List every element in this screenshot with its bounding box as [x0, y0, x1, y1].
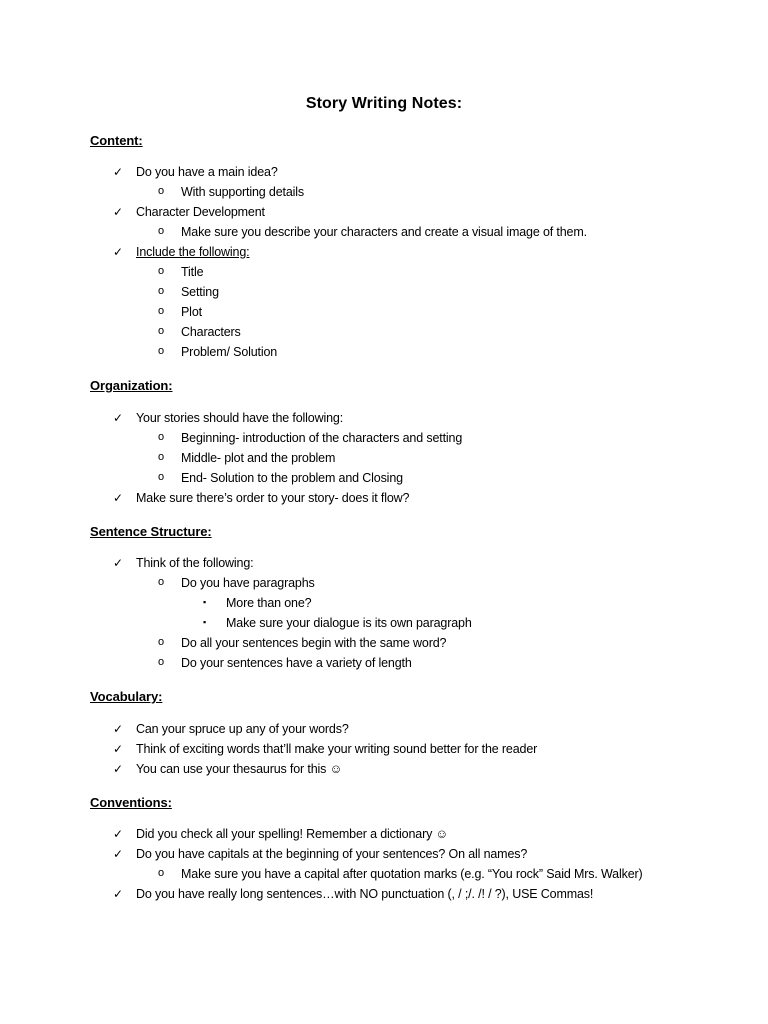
list-item-text: Do you have a main idea? — [136, 165, 278, 179]
list-item-text: Make sure your dialogue is its own paragraph — [226, 616, 472, 630]
list-item-text: You can use your thesaurus for this ☺ — [136, 762, 343, 776]
list-item-text: Characters — [181, 325, 241, 339]
check-icon: ✓ — [113, 245, 123, 259]
circle-bullet-icon: o — [158, 636, 164, 648]
list-item-text: Can your spruce up any of your words? — [136, 722, 349, 736]
list-item-text: Make sure you have a capital after quotation marks (e.g. “You rock” Said Mrs. Walker) — [181, 867, 643, 881]
heading-organization: Organization: — [90, 378, 173, 393]
page-title: Story Writing Notes: — [305, 95, 463, 112]
circle-bullet-icon: o — [158, 576, 164, 588]
circle-bullet-icon: o — [158, 325, 164, 337]
check-icon: ✓ — [113, 556, 123, 570]
list-item-text: Beginning- introduction of the characters and setting — [181, 431, 463, 445]
list-item-text: Did you check all your spelling! Remember a dictionary ☺ — [136, 827, 449, 841]
check-icon: ✓ — [113, 827, 123, 841]
list-item-text: Middle- plot and the problem — [181, 451, 336, 465]
circle-bullet-icon: o — [158, 431, 164, 443]
list-item-text: Do your sentences have a variety of length — [181, 656, 412, 670]
list-item-text: Think of exciting words that’ll make your writing sound better for the reader — [136, 742, 538, 756]
circle-bullet-icon: o — [158, 451, 164, 463]
list-item-text: Setting — [181, 285, 219, 299]
circle-bullet-icon: o — [158, 285, 164, 297]
list-item-text: Make sure you describe your characters and create a visual image of them. — [181, 225, 587, 239]
heading-conventions: Conventions: — [90, 795, 172, 810]
check-icon: ✓ — [113, 411, 123, 425]
circle-bullet-icon: o — [158, 185, 164, 197]
check-icon: ✓ — [113, 762, 123, 776]
list-item-text: Your stories should have the following: — [136, 411, 344, 425]
circle-bullet-icon: o — [158, 305, 164, 317]
square-bullet-icon: ▪ — [203, 617, 207, 627]
list-item-text: End- Solution to the problem and Closing — [181, 471, 403, 485]
heading-content: Content: — [90, 133, 143, 148]
circle-bullet-icon: o — [158, 867, 164, 879]
heading-vocabulary: Vocabulary: — [90, 689, 163, 704]
check-icon: ✓ — [113, 491, 123, 505]
circle-bullet-icon: o — [158, 225, 164, 237]
heading-sentence-structure: Sentence Structure: — [90, 524, 212, 539]
list-item-text: Do you have really long sentences…with NO punctuation (, / ;/. /! / ?), USE Commas! — [136, 887, 594, 901]
list-item-text: Include the following: — [136, 245, 250, 259]
list-item-text: Character Development — [136, 205, 265, 219]
check-icon: ✓ — [113, 742, 123, 756]
check-icon: ✓ — [113, 205, 123, 219]
check-icon: ✓ — [113, 722, 123, 736]
list-item-text: Do you have capitals at the beginning of your sentences? On all names? — [136, 847, 528, 861]
list-item-text: More than one? — [226, 596, 312, 610]
list-item-text: Plot — [181, 305, 202, 319]
circle-bullet-icon: o — [158, 471, 164, 483]
check-icon: ✓ — [113, 847, 123, 861]
circle-bullet-icon: o — [158, 345, 164, 357]
list-item-text: With supporting details — [181, 185, 305, 199]
list-item-text: Make sure there’s order to your story- does it flow? — [136, 491, 410, 505]
circle-bullet-icon: o — [158, 656, 164, 668]
list-item-text: Problem/ Solution — [181, 345, 278, 359]
check-icon: ✓ — [113, 887, 123, 901]
square-bullet-icon: ▪ — [203, 597, 207, 607]
list-item-text: Title — [181, 265, 204, 279]
list-item-text: Do all your sentences begin with the same word? — [181, 636, 447, 650]
list-item-text: Think of the following: — [136, 556, 254, 570]
list-item-text: Do you have paragraphs — [181, 576, 315, 590]
check-icon: ✓ — [113, 165, 123, 179]
circle-bullet-icon: o — [158, 265, 164, 277]
